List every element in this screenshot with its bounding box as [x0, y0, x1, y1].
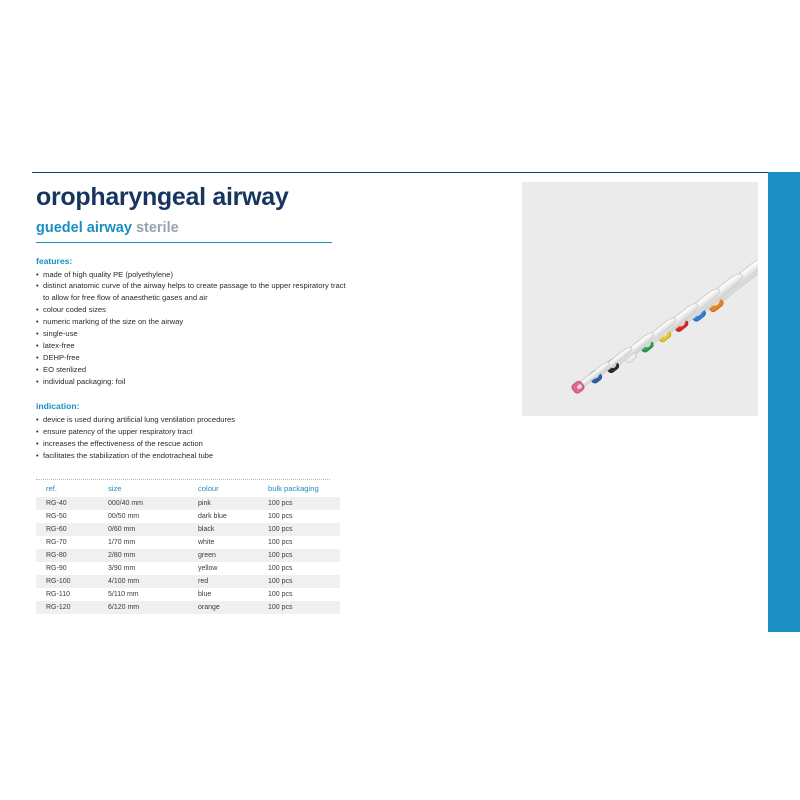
list-item: • DEHP-free: [36, 352, 348, 364]
table-row: [36, 562, 340, 575]
list-item: • device is used during artificial lung ventilation procedures: [36, 414, 348, 426]
list-item: • latex-free: [36, 340, 348, 352]
features-label: features:: [36, 255, 73, 266]
cell-bulk: 100 pcs: [268, 578, 293, 586]
subtitle-divider: [36, 242, 332, 243]
cell-bulk: 100 pcs: [268, 513, 293, 521]
list-item: • made of high quality PE (polyethylene): [36, 269, 348, 281]
cell-ref: RG-50: [46, 513, 67, 521]
list-item: • individual packaging: foil: [36, 376, 348, 388]
table-row: [36, 601, 340, 614]
cell-colour: white: [198, 539, 215, 547]
cell-bulk: 100 pcs: [268, 500, 293, 508]
cell-size: 3/90 mm: [108, 565, 136, 573]
table-row: [36, 575, 340, 588]
cell-ref: RG-120: [46, 604, 71, 612]
cell-ref: RG-110: [46, 591, 70, 599]
cell-ref: RG-70: [46, 539, 67, 547]
right-accent-bar: [768, 172, 800, 632]
cell-ref: RG-80: [46, 552, 67, 560]
content-column: [36, 176, 506, 614]
list-item: • ensure patency of the upper respiratory tract: [36, 426, 348, 438]
column-header-ref: ref.: [46, 484, 57, 494]
table-row: [36, 523, 340, 536]
subtitle-strong: guedel airway: [36, 219, 132, 236]
cell-colour: dark blue: [198, 513, 227, 521]
list-item: • numeric marking of the size on the airway: [36, 316, 348, 328]
table-row: [36, 588, 340, 601]
cell-colour: pink: [198, 500, 211, 508]
list-item: • distinct anatomic curve of the airway helps to create passage to the upper respiratory tract to allow for free flow of anaesthetic gases and air: [36, 280, 348, 304]
product-photo: [522, 182, 758, 416]
cell-bulk: 100 pcs: [268, 526, 293, 534]
cell-colour: green: [198, 552, 216, 560]
features-list: [36, 269, 506, 389]
table-header-row: [36, 480, 340, 497]
page-title: oropharyngeal airway: [36, 183, 289, 211]
subtitle-light: sterile: [135, 219, 179, 236]
spec-table-head: [36, 480, 340, 497]
cell-size: 000/40 mm: [108, 500, 144, 508]
cell-colour: orange: [198, 604, 220, 612]
cell-size: 6/120 mm: [108, 604, 140, 612]
product-photo-inner: [522, 182, 758, 416]
spec-table-body: [36, 497, 340, 614]
cell-size: 5/110 mm: [108, 591, 139, 599]
cell-bulk: 100 pcs: [268, 565, 293, 573]
cell-ref: RG-40: [46, 500, 67, 508]
list-item: • facilitates the stabilization of the endotracheal tube: [36, 450, 348, 462]
header-divider: [32, 172, 768, 173]
table-row: [36, 510, 340, 523]
table-row: [36, 536, 340, 549]
column-header-size: size: [108, 484, 122, 494]
column-header-bulk: bulk packaging: [268, 484, 319, 494]
list-item: • single-use: [36, 328, 348, 340]
cell-bulk: 100 pcs: [268, 591, 293, 599]
cell-size: 4/100 mm: [108, 578, 140, 586]
cell-colour: red: [198, 578, 209, 586]
table-row: [36, 497, 340, 510]
cell-size: 2/80 mm: [108, 552, 136, 560]
cell-bulk: 100 pcs: [268, 604, 293, 612]
cell-ref: RG-90: [46, 565, 67, 573]
indication-list: [36, 414, 506, 462]
cell-ref: RG-60: [46, 526, 67, 534]
cell-bulk: 100 pcs: [268, 539, 293, 547]
cell-colour: black: [198, 526, 215, 534]
indication-label: indication:: [36, 401, 80, 412]
cell-colour: blue: [198, 591, 212, 599]
cell-ref: RG-100: [46, 578, 71, 586]
cell-bulk: 100 pcs: [268, 552, 293, 560]
spec-table-wrapper: [36, 479, 330, 614]
page-subtitle: [36, 220, 506, 236]
airway-lumen: [576, 384, 582, 390]
cell-size: 1/70 mm: [108, 539, 136, 547]
spec-table: [36, 480, 340, 614]
list-item: • EO sterilized: [36, 364, 348, 376]
cell-size: 0/60 mm: [108, 526, 136, 534]
table-row: [36, 549, 340, 562]
list-item: • increases the effectiveness of the rescue action: [36, 438, 348, 450]
cell-size: 00/50 mm: [108, 513, 140, 521]
list-item: • colour coded sizes: [36, 304, 348, 316]
cell-colour: yellow: [198, 565, 218, 573]
column-header-colour: colour: [198, 484, 219, 494]
